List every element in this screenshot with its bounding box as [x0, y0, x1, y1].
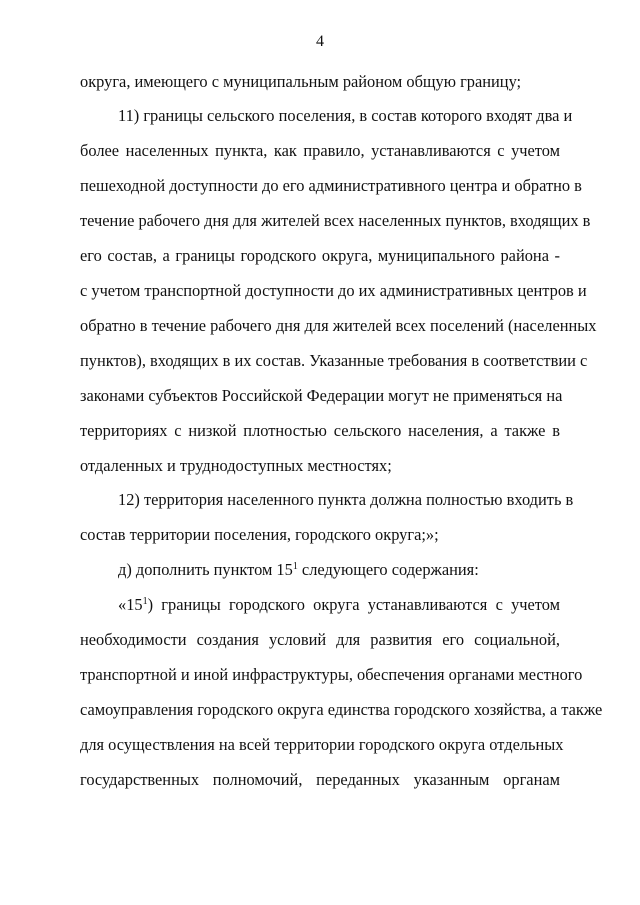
text-line: самоуправления городского округа единства городского хозяйства, а также	[80, 700, 603, 719]
text-line: необходимости создания условий для развития его социальной,	[80, 630, 560, 649]
text-line: обратно в течение рабочего дня для жителей всех поселений (населенных	[80, 316, 597, 335]
text-line: 11) границы сельского поселения, в состав которого входят два и	[118, 106, 573, 125]
text-line: территориях с низкой плотностью сельского населения, а также в	[80, 421, 560, 440]
text-fragment: ) границы городского округа устанавливаются с учетом	[147, 595, 560, 614]
text-fragment: д) дополнить пунктом 15	[118, 560, 293, 579]
superscript: 1	[142, 596, 148, 607]
text-line: законами субъектов Российской Федерации могут не применяться на	[80, 386, 563, 405]
text-line: для осуществления на всей территории городского округа отдельных	[80, 735, 564, 754]
text-line: государственных полномочий, переданных указанным органам	[80, 770, 560, 789]
text-line: его состав, а границы городского округа, муниципального района -	[80, 246, 560, 265]
text-line: отдаленных и труднодоступных местностях;	[80, 456, 392, 475]
text-line: пешеходной доступности до его административного центра и обратно в	[80, 176, 582, 195]
text-line: более населенных пункта, как правило, устанавливаются с учетом	[80, 141, 560, 160]
superscript: 1	[292, 561, 298, 572]
text-fragment: «15	[118, 595, 143, 614]
text-line: округа, имеющего с муниципальным районом общую границу;	[80, 72, 522, 91]
text-line: 12) территория населенного пункта должна полностью входить в	[118, 490, 574, 509]
text-line: течение рабочего дня для жителей всех населенных пунктов, входящих в	[80, 211, 591, 230]
text-line: транспортной и иной инфраструктуры, обеспечения органами местного	[80, 665, 583, 684]
text-line	[118, 560, 560, 580]
text-line	[118, 595, 560, 615]
page-number: 4	[316, 33, 324, 50]
text-line: состав территории поселения, городского округа;»;	[80, 525, 439, 544]
text-line: пунктов), входящих в их состав. Указанные требования в соответствии с	[80, 351, 588, 370]
text-fragment: следующего содержания:	[297, 560, 479, 579]
text-line: с учетом транспортной доступности до их административных центров и	[80, 281, 587, 300]
